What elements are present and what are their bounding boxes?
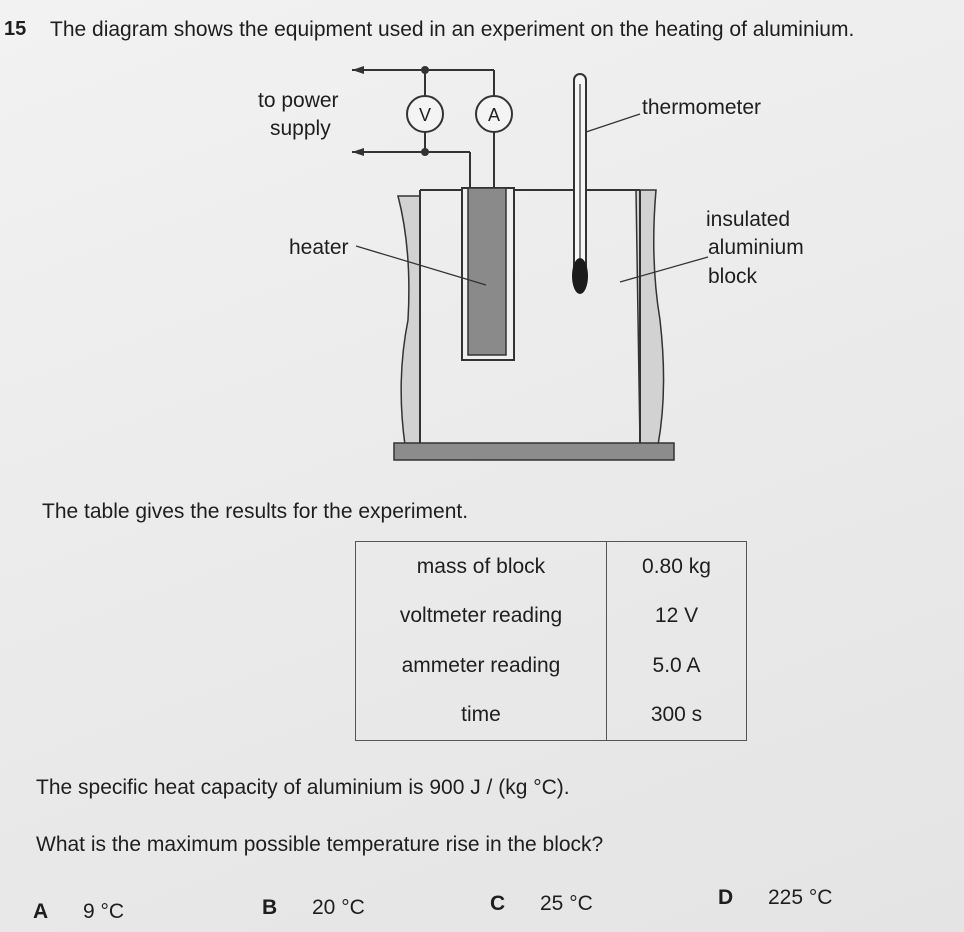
heater	[468, 188, 506, 355]
option-a-letter: A	[33, 900, 49, 923]
value-cell: 12 V	[607, 592, 747, 641]
thermometer-label: thermometer	[642, 96, 762, 119]
question-text: The diagram shows the equipment used in an experiment on the heating of aluminium.	[50, 18, 855, 41]
table-row	[356, 690, 747, 740]
insulation-left-wall	[398, 196, 420, 445]
table-row	[356, 592, 747, 641]
power-label-line2: supply	[270, 117, 331, 140]
value-cell: 5.0 A	[607, 641, 747, 690]
question-prompt: What is the maximum possible temperature rise in the block?	[36, 833, 604, 856]
specific-heat-statement: The specific heat capacity of aluminium is 900 J / (kg °C).	[36, 776, 570, 799]
results-table	[355, 541, 747, 741]
quantity-cell: mass of block	[356, 542, 607, 592]
option-d-value: 225 °C	[768, 886, 833, 909]
option-a-value: 9 °C	[83, 900, 125, 923]
table-intro: The table gives the results for the experiment.	[42, 500, 469, 523]
block-label-line3: block	[708, 265, 758, 288]
thermometer-bulb	[572, 258, 588, 294]
base-plate	[394, 443, 674, 460]
table-row	[356, 542, 747, 592]
option-b-letter: B	[262, 896, 278, 919]
option-c-letter: C	[490, 892, 506, 915]
ammeter-symbol: A	[487, 105, 501, 125]
quantity-cell: ammeter reading	[356, 641, 607, 690]
quantity-cell: time	[356, 690, 607, 740]
question-number: 15	[4, 18, 27, 40]
option-b-value: 20 °C	[312, 896, 365, 919]
option-c-value: 25 °C	[540, 892, 593, 915]
heater-label: heater	[289, 236, 349, 259]
block-label-line1: insulated	[706, 208, 791, 231]
value-cell: 300 s	[607, 690, 747, 740]
power-label-line1: to power	[258, 89, 339, 112]
block-label-line2: aluminium	[708, 236, 804, 259]
quantity-cell: voltmeter reading	[356, 592, 607, 641]
value-cell: 0.80 kg	[607, 542, 747, 592]
table-row	[356, 641, 747, 690]
voltmeter-symbol: V	[418, 105, 432, 125]
option-d-letter: D	[718, 886, 734, 909]
